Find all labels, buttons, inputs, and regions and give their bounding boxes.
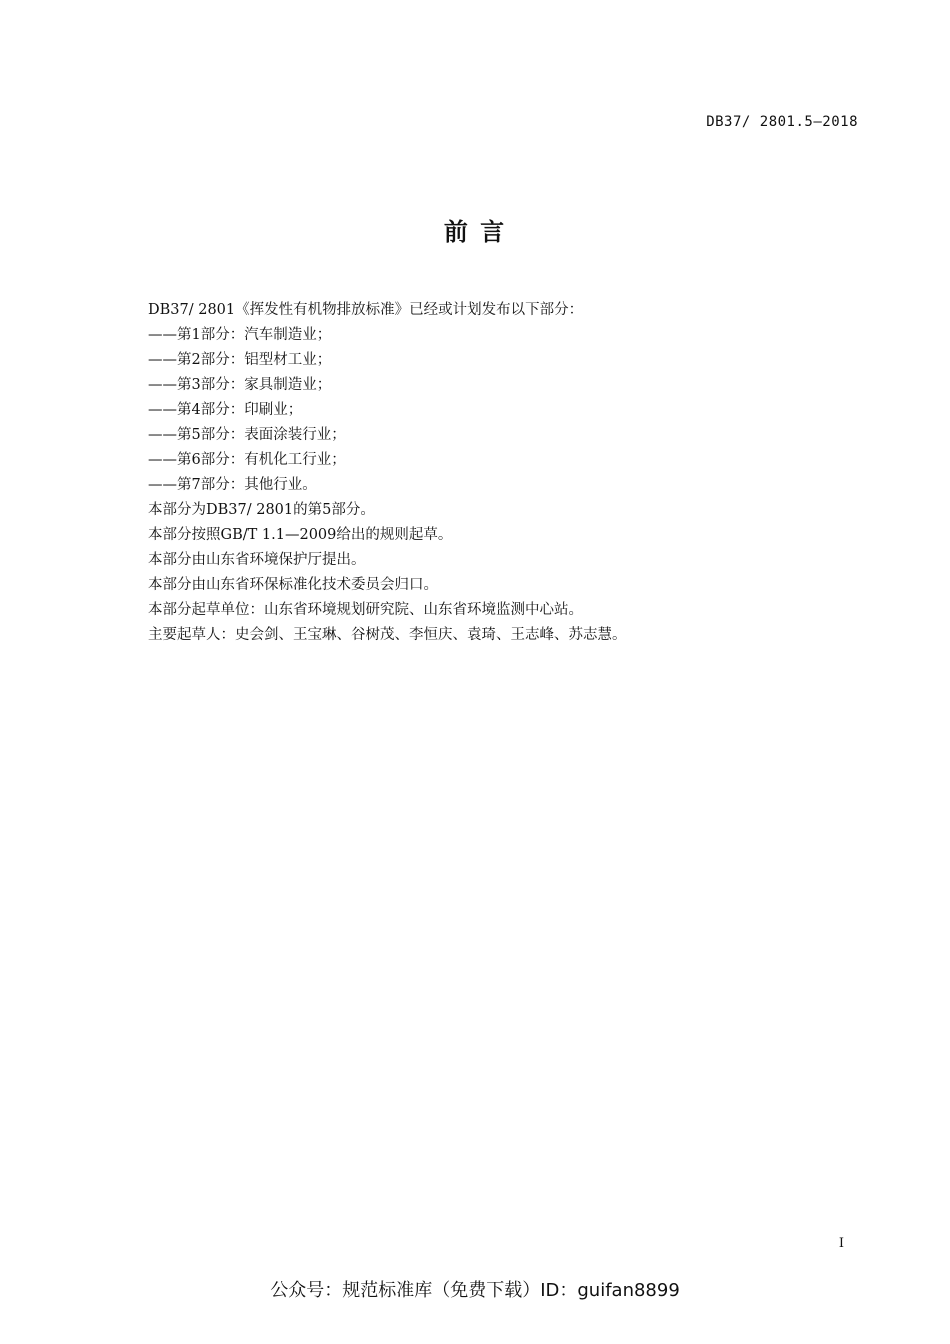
page-number: I [838,1236,844,1251]
list-item-part-2: ——第2部分：铝型材工业； [148,352,332,368]
list-item-part-3: ——第3部分：家具制造业； [148,377,332,393]
page-title: 前 言 [443,218,507,246]
paragraph-main-drafters: 主要起草人：史会剑、王宝琳、谷树茂、李恒庆、袁琦、王志峰、苏志慧。 [148,627,627,643]
paragraph-part-statement: 本部分为DB37/ 2801的第5部分。 [148,502,375,518]
list-item-part-7: ——第7部分：其他行业。 [148,477,317,493]
list-item-part-4: ——第4部分：印刷业； [148,402,303,418]
paragraph-proposer: 本部分由山东省环境保护厅提出。 [148,552,366,568]
paragraph-committee: 本部分由山东省环保标准化技术委员会归口。 [148,577,438,593]
standard-code-header: DB37/ 2801.5—2018 [706,114,858,130]
list-item-part-5: ——第5部分：表面涂装行业； [148,427,346,443]
paragraph-intro: DB37/ 2801《挥发性有机物排放标准》已经或计划发布以下部分： [148,302,584,318]
paragraph-drafting-rules: 本部分按照GB/T 1.1—2009给出的规则起草。 [148,527,453,543]
list-item-part-6: ——第6部分：有机化工行业； [148,452,346,468]
paragraph-drafting-units: 本部分起草单位：山东省环境规划研究院、山东省环境监测中心站。 [148,602,583,618]
list-item-part-1: ——第1部分：汽车制造业； [148,327,332,343]
foreword-body [148,298,850,648]
footer-watermark-text: 公众号：规范标准库（免费下载）ID：guifan8899 [270,1280,680,1301]
